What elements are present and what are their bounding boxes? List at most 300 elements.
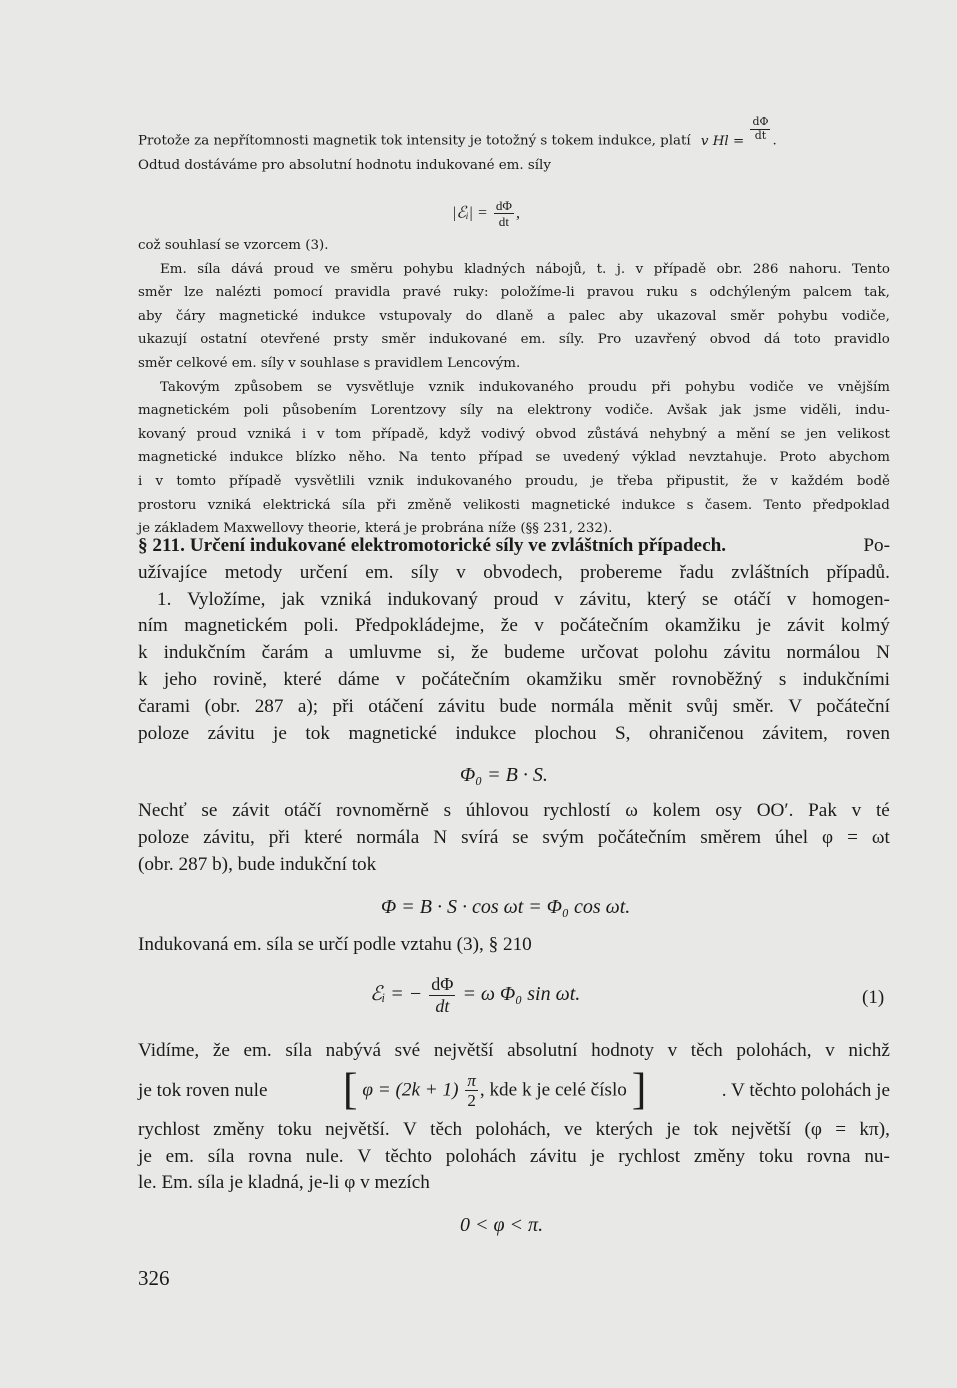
word: Tento	[763, 497, 802, 513]
intro-math-lhs: v Hl =	[700, 133, 745, 149]
word: elektrony	[527, 403, 592, 419]
word: V	[402, 1118, 417, 1140]
word: proud	[196, 426, 237, 442]
word: normálou	[786, 642, 861, 664]
small-line-8	[138, 399, 890, 423]
word: kolmý	[840, 615, 890, 637]
word: počátečním	[597, 826, 687, 848]
word: změny	[693, 1145, 746, 1167]
word: pohybu	[685, 379, 736, 395]
word: palcem	[802, 285, 852, 301]
word: Tento	[852, 261, 890, 277]
word: em.	[520, 332, 546, 348]
word: Em.	[160, 261, 187, 277]
word: závitem,	[762, 722, 828, 744]
word: normála	[356, 826, 420, 848]
word: ruku	[646, 285, 679, 301]
para4-l2-text-b: , kde k je celé číslo	[479, 1079, 627, 1101]
section-line-6	[138, 694, 890, 721]
eq-small-lhs: |ℰᵢ| =	[452, 204, 488, 222]
word: plochou	[534, 722, 597, 744]
equation-initial-flux: Φ₀ = B · S.	[460, 764, 548, 786]
word: OO′.	[756, 800, 794, 821]
word: ohraničenou	[648, 722, 744, 744]
word: síly.	[558, 332, 585, 348]
word: poli	[243, 403, 269, 419]
word: toku	[277, 1118, 312, 1140]
word: vzniká	[207, 497, 252, 513]
word: otáčí	[733, 588, 772, 610]
word: jak	[720, 403, 741, 419]
section-line-7	[138, 721, 890, 748]
word: uvedený	[562, 450, 620, 466]
word: případě	[653, 261, 707, 277]
word: počátečním	[560, 615, 649, 637]
para4-line-2	[138, 1065, 890, 1117]
word: v	[554, 588, 564, 610]
word: budeme	[504, 642, 565, 664]
word: nahoru.	[788, 261, 842, 277]
intro-line-2: Odtud dostáváme pro absolutní hodnotu indukované em. síly	[138, 158, 551, 174]
small-line-11	[138, 470, 890, 494]
eq3-lhs: ℰᵢ = −	[370, 982, 423, 1005]
word: úhel	[775, 826, 809, 848]
word: kolem	[652, 800, 701, 821]
word: indukčními	[802, 668, 890, 690]
word: v	[770, 473, 778, 489]
word: Proto	[779, 450, 817, 466]
word: počáteční	[816, 695, 890, 717]
word: okamžiku	[526, 668, 603, 690]
word: je	[273, 722, 287, 744]
rotation-paragraph	[138, 798, 890, 878]
word: dá	[763, 332, 781, 348]
word: nu-	[864, 1145, 890, 1167]
word: kterých	[595, 1118, 653, 1140]
word: ukazoval	[656, 308, 717, 324]
word: čarám	[261, 642, 309, 664]
equation-angle-range: 0 < φ < π.	[460, 1214, 544, 1236]
word: dlaně	[495, 308, 534, 324]
word: osy	[715, 800, 742, 821]
word: a);	[297, 695, 319, 717]
word: Takovým	[160, 379, 220, 395]
word: odchýleným	[709, 285, 791, 301]
word: normála	[551, 695, 614, 717]
word: směrem	[700, 826, 762, 848]
word: tok	[693, 1118, 719, 1140]
emf-intro	[138, 932, 890, 959]
word: hodnoty	[591, 1040, 654, 1061]
section-line-1	[138, 560, 890, 587]
word: indukce	[311, 308, 366, 324]
word: s	[686, 497, 694, 513]
word: v	[786, 588, 797, 610]
word: způsobem	[234, 379, 303, 395]
explanation-paragraph	[138, 234, 890, 541]
intro-text: Protože za nepřítomnosti magnetik tok intensity je totožný s tokem indukce, platí	[138, 133, 691, 149]
word: indukovaného	[478, 379, 574, 395]
intro-frac-den: dt	[754, 128, 767, 142]
word: se	[702, 588, 719, 610]
word: proudu	[588, 379, 638, 395]
word: je	[591, 473, 604, 489]
word: s	[778, 668, 787, 690]
word: je	[666, 1118, 681, 1140]
word: indu-	[855, 403, 890, 419]
word: proudu,	[525, 473, 579, 489]
para4-l2-text-c: . V těchto polohách je	[721, 1079, 890, 1101]
word: indukovaný	[387, 588, 478, 610]
word: dává	[231, 261, 264, 277]
word: položíme-li	[500, 285, 575, 301]
word: umluvme	[349, 642, 422, 664]
word: em.	[365, 561, 394, 583]
word: pomocí	[273, 285, 323, 301]
word: působením	[282, 403, 357, 419]
word: a	[717, 426, 726, 442]
eq3-num: dΦ	[431, 974, 454, 994]
word: rychlost	[618, 1145, 681, 1167]
word: magnetické	[348, 722, 437, 744]
word: proud	[273, 261, 314, 277]
word: případů.	[826, 561, 890, 583]
word: změny	[213, 1118, 265, 1140]
word: třeba	[616, 473, 654, 489]
word: svůj	[686, 695, 719, 717]
para4-fraction	[465, 1071, 478, 1111]
word: výklad	[632, 450, 677, 466]
section-heading-line	[138, 533, 890, 560]
word: vzniká	[247, 426, 292, 442]
section-line-2	[138, 587, 890, 614]
word: rovnoměrně	[336, 800, 429, 821]
small-line-2	[138, 258, 890, 282]
word: si,	[437, 642, 456, 664]
word: určení	[299, 561, 348, 583]
word: závit	[787, 615, 825, 637]
small-line-1: což souhlasí se vzorcem (3).	[138, 238, 329, 253]
word: magnetickém	[184, 615, 288, 637]
word: v	[635, 261, 644, 277]
word: vznik	[428, 379, 465, 395]
word: kladných	[464, 261, 526, 277]
word: probereme	[580, 561, 663, 583]
word: (obr.	[204, 695, 241, 717]
word: indukce	[229, 450, 284, 466]
word: závitu,	[203, 826, 255, 848]
word: ve	[807, 379, 824, 395]
word: vysvětluje	[346, 379, 415, 395]
word: rychlost	[138, 1118, 200, 1140]
word: úhlovou	[465, 800, 529, 821]
word: v	[851, 800, 862, 821]
word: magnetické	[219, 308, 299, 324]
word: nábojů,	[535, 261, 587, 277]
word: jen	[805, 426, 827, 442]
word: Lorentzovy	[370, 403, 447, 419]
word: rovna	[806, 1145, 851, 1167]
word: v	[316, 426, 325, 442]
word: na	[496, 403, 514, 419]
section-line-5	[138, 667, 890, 694]
word: tomto	[176, 473, 216, 489]
word: k	[138, 642, 148, 664]
word: proud	[493, 588, 539, 610]
word: pravidla	[334, 285, 391, 301]
word: bodě	[856, 473, 890, 489]
word: vodiče	[749, 379, 794, 395]
word: do	[465, 308, 483, 324]
word: tak,	[864, 285, 890, 301]
equation-flux-rotation: Φ = B · S · cos ωt = Φ₀ cos ωt.	[381, 896, 631, 918]
word: největší	[433, 1040, 494, 1061]
word: je	[756, 615, 771, 637]
word: směr	[730, 308, 765, 324]
word: j.	[616, 261, 626, 277]
word: závitu	[207, 722, 255, 744]
word: těch	[690, 1040, 723, 1061]
word: dáme	[337, 668, 380, 690]
word: Předpokládejme,	[354, 615, 485, 637]
eq3-den: dt	[435, 995, 450, 1016]
small-line-5	[138, 328, 890, 352]
word: nule.	[305, 1145, 344, 1167]
equation-abs-emf	[452, 198, 520, 229]
word: vstupovaly	[379, 308, 452, 324]
word: polohách,	[736, 1040, 812, 1061]
word: které	[283, 668, 322, 690]
word: pohybu	[403, 261, 454, 277]
word: že	[500, 615, 518, 637]
word: palec	[568, 308, 606, 324]
word: a	[324, 642, 334, 664]
word: směr.	[732, 695, 774, 717]
word: poloze	[138, 722, 190, 744]
section-heading-cont: Po-	[863, 535, 890, 556]
word: Nechť	[138, 800, 187, 821]
conclusion-paragraph	[138, 1038, 890, 1197]
word: V	[357, 1145, 372, 1167]
word: se	[780, 426, 796, 442]
word: (φ	[804, 1118, 822, 1140]
word: směr	[381, 332, 416, 348]
word: aby	[138, 308, 163, 324]
word: em.	[243, 1040, 272, 1061]
word: bude	[499, 695, 537, 717]
word: ruky:	[453, 285, 489, 301]
word: obvodech,	[483, 561, 563, 583]
word: pravou	[586, 285, 635, 301]
word: Vidíme,	[138, 1040, 200, 1061]
word: ukazují	[138, 332, 187, 348]
word: při	[376, 497, 397, 513]
word: absolutní	[507, 1040, 578, 1061]
word: tento	[430, 450, 467, 466]
word: závit	[232, 800, 270, 821]
word: velikost	[837, 426, 890, 442]
para4-line-1	[138, 1038, 890, 1065]
word: nevztahuje.	[688, 450, 767, 466]
word: těchto	[385, 1145, 432, 1167]
word: vodiče,	[841, 308, 890, 324]
word: toku	[758, 1145, 793, 1167]
word: viděli,	[800, 403, 842, 419]
word: závitu	[529, 1145, 577, 1167]
word: ním	[138, 615, 168, 637]
word: Vyložíme,	[187, 588, 266, 610]
small-line-6: směr celkové em. síly v souhlase s pravidlem Lencovým.	[138, 355, 521, 371]
intro-end: .	[772, 133, 777, 149]
word: vysvětlili	[294, 473, 355, 489]
word: závitu	[438, 695, 485, 717]
section-heading: § 211. Určení indukované elektromotorické síly ve zvláštních případech.	[138, 535, 727, 556]
para4-frac-den: 2	[467, 1091, 476, 1111]
word: indukovaného	[416, 473, 512, 489]
word: magnetické	[138, 450, 218, 466]
word: okamžiku	[664, 615, 741, 637]
para4-l2-text-a: je tok roven nule	[138, 1079, 268, 1101]
small-line-3	[138, 281, 890, 305]
word: největší.	[325, 1118, 390, 1140]
word: síly	[410, 561, 439, 583]
word: i	[138, 473, 143, 489]
word: vzniká	[320, 588, 372, 610]
equation-number-1: (1)	[862, 987, 885, 1008]
word: při	[268, 826, 291, 848]
word: N	[876, 642, 890, 664]
word: vodivý	[481, 426, 525, 442]
para4-frac-num: π	[467, 1070, 476, 1090]
left-bracket: [	[342, 1064, 358, 1114]
word: v	[395, 668, 406, 690]
word: pravidlo	[834, 332, 890, 348]
word: s	[690, 285, 698, 301]
para4-bracket-expression	[342, 1064, 647, 1114]
word: užívajíce	[138, 561, 208, 583]
word: poloze	[138, 826, 190, 848]
word: se	[535, 450, 551, 466]
word: časem.	[704, 497, 753, 513]
word: že	[212, 1040, 230, 1061]
word: každém	[791, 473, 844, 489]
word: síla	[342, 497, 366, 513]
word: síly	[459, 403, 483, 419]
word: φ	[822, 826, 834, 848]
word: že	[471, 642, 489, 664]
eq3-fraction	[429, 974, 455, 1016]
word: svírá	[461, 826, 499, 848]
word: svým	[542, 826, 584, 848]
word: změně	[407, 497, 452, 513]
word: největší	[731, 1118, 792, 1140]
word: homogen-	[812, 588, 890, 610]
word: počátečním	[421, 668, 511, 690]
word: N	[433, 826, 448, 848]
small-line-10	[138, 446, 890, 470]
word: té	[875, 800, 890, 821]
word: toto	[793, 332, 821, 348]
word: rovnoběžný	[671, 668, 763, 690]
word: Na	[398, 450, 419, 466]
equation-1	[370, 974, 580, 1016]
word: polohách	[445, 1145, 517, 1167]
word: jsme	[754, 403, 787, 419]
para4-math: φ = (2k + 1)	[362, 1079, 459, 1101]
word: indukované	[428, 332, 508, 348]
para4-line-4	[138, 1144, 890, 1171]
word: magnetickém	[138, 403, 230, 419]
small-line-13: je základem Maxwellovy theorie, která je probrána níže (§§ 231, 232).	[138, 521, 613, 537]
eq-small-num: dΦ	[495, 198, 512, 213]
word: ωt	[871, 826, 890, 848]
word: se	[317, 379, 332, 395]
word: lze	[184, 285, 204, 301]
word: je	[590, 1145, 605, 1167]
word: pohybu	[777, 308, 828, 324]
eq-small-den: dt	[498, 214, 509, 230]
word: otáčí	[284, 800, 322, 821]
word: magnetické	[531, 497, 611, 513]
word: své	[394, 1040, 421, 1061]
word: předpoklad	[812, 497, 890, 513]
word: v	[155, 473, 164, 489]
word: čáry	[175, 308, 206, 324]
word: ve	[563, 1118, 583, 1140]
word: zvláštních	[731, 561, 810, 583]
eq-small-end: ,	[515, 204, 520, 222]
word: indukce	[621, 497, 676, 513]
word: metody	[224, 561, 283, 583]
word: které	[304, 826, 343, 848]
section-line-4	[138, 640, 890, 667]
section-line-3	[138, 613, 890, 640]
word: elektrická	[262, 497, 331, 513]
eq-small-fraction	[494, 198, 514, 229]
word: i	[301, 426, 307, 442]
word: síla	[285, 1040, 312, 1061]
word: pravé	[402, 285, 442, 301]
intro-fraction	[750, 116, 770, 142]
word: V	[788, 695, 803, 717]
small-line-9	[138, 423, 890, 447]
word: který	[646, 588, 687, 610]
word: =	[847, 826, 858, 848]
word: s	[443, 800, 452, 821]
word: nehybný	[649, 426, 707, 442]
word: něho.	[348, 450, 386, 466]
word: směru	[350, 261, 394, 277]
word: je	[138, 1145, 152, 1167]
right-bracket: ]	[631, 1064, 647, 1114]
para3-line: Indukovaná em. síla se určí podle vztahu (3), § 210	[138, 934, 532, 955]
word: nichž	[848, 1040, 890, 1061]
word: závitu	[723, 642, 771, 664]
word: t.	[596, 261, 607, 277]
word: tok	[305, 722, 330, 744]
word: prsty	[333, 332, 369, 348]
word: řadu	[679, 561, 714, 583]
word: vnějším	[837, 379, 890, 395]
page-number: 326	[138, 1266, 170, 1290]
word: určovat	[580, 642, 639, 664]
word: =	[835, 1118, 847, 1140]
word: uzavřený	[634, 332, 697, 348]
word: zůstává	[587, 426, 639, 442]
word: ve	[324, 261, 340, 277]
word: síla	[197, 261, 221, 277]
word: nalézti	[215, 285, 262, 301]
